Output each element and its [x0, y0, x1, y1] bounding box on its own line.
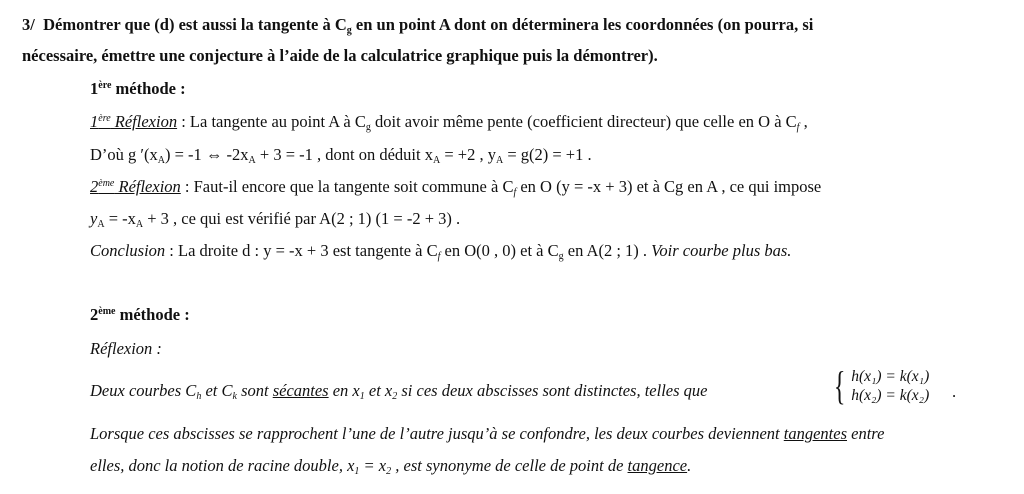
tangentes-paragraph-line-2: elles, donc la notion de racine double, $x_1 = x_2$ , est synonyme de celle de point de tangence.	[90, 456, 692, 477]
system-equation-2: h(x₂) = k(x₂)	[851, 387, 930, 404]
derivative-line: D’où g $'(x_A) = -1$ ⇔ $-2x_A + 3 = -1$ , dont on déduit $x_A = +2$ , $y_A = g(2) = +1$ .	[90, 145, 592, 166]
reflexion-1-label: 1ère Réflexion	[90, 112, 178, 131]
reflexion-heading: Réflexion :	[90, 339, 162, 358]
method-2-title: 2ème méthode :	[90, 305, 190, 324]
question-number: 3/	[22, 15, 35, 34]
method-1-title: 1ère méthode :	[90, 79, 186, 98]
tangentes-paragraph-line-1: Lorsque ces abscisses se rapprochent l’une de l’autre jusqu’à se confondre, les deux courbes deviennent tangentes entre	[90, 424, 885, 443]
question-line-2: nécessaire, émettre une conjecture à l’aide de la calculatrice graphique puis la démontrer).	[22, 46, 658, 65]
equation-system	[830, 363, 930, 408]
reflexion-1: 1ère Réflexion : La tangente au point A à $C_g$ doit avoir même pente (coefficient directeur) que celle en O à $C_f$ ,	[90, 112, 808, 133]
secantes-paragraph: Deux courbes $C_h$ et $C_k$ sont sécantes en $x_1$ et $x_2$ si ces deux abscisses sont distinctes, telles que	[90, 381, 708, 402]
reflexion-2: 2ème Réflexion : Faut-il encore que la tangente soit commune à $C_f$ en O (y = -x + 3) et à Cg en A , ce qui impose	[90, 177, 822, 198]
system-equation-1: h(x₁) = k(x₁)	[851, 368, 930, 385]
verification-line: $y_A = -x_A + 3$ , ce qui est vérifié par A(2 ; 1) (1 = -2 + 3) .	[90, 209, 461, 230]
left-brace: {	[833, 363, 846, 408]
system-period: .	[952, 382, 957, 401]
conclusion-line: Conclusion : La droite d : y = -x + 3 est tangente à $C_f$ en O(0 , 0) et à $C_g$ en A(2 ; 1) . Voir courbe plus bas.	[90, 241, 792, 262]
conclusion-label: Conclusion	[90, 241, 166, 260]
reflexion-2-label: 2ème Réflexion	[90, 177, 181, 196]
question-line-1: 3/ Démontrer que (d) est aussi la tangente à $C_g$ en un point A dont on déterminera les coordonnées (on pourra, si	[22, 15, 814, 36]
